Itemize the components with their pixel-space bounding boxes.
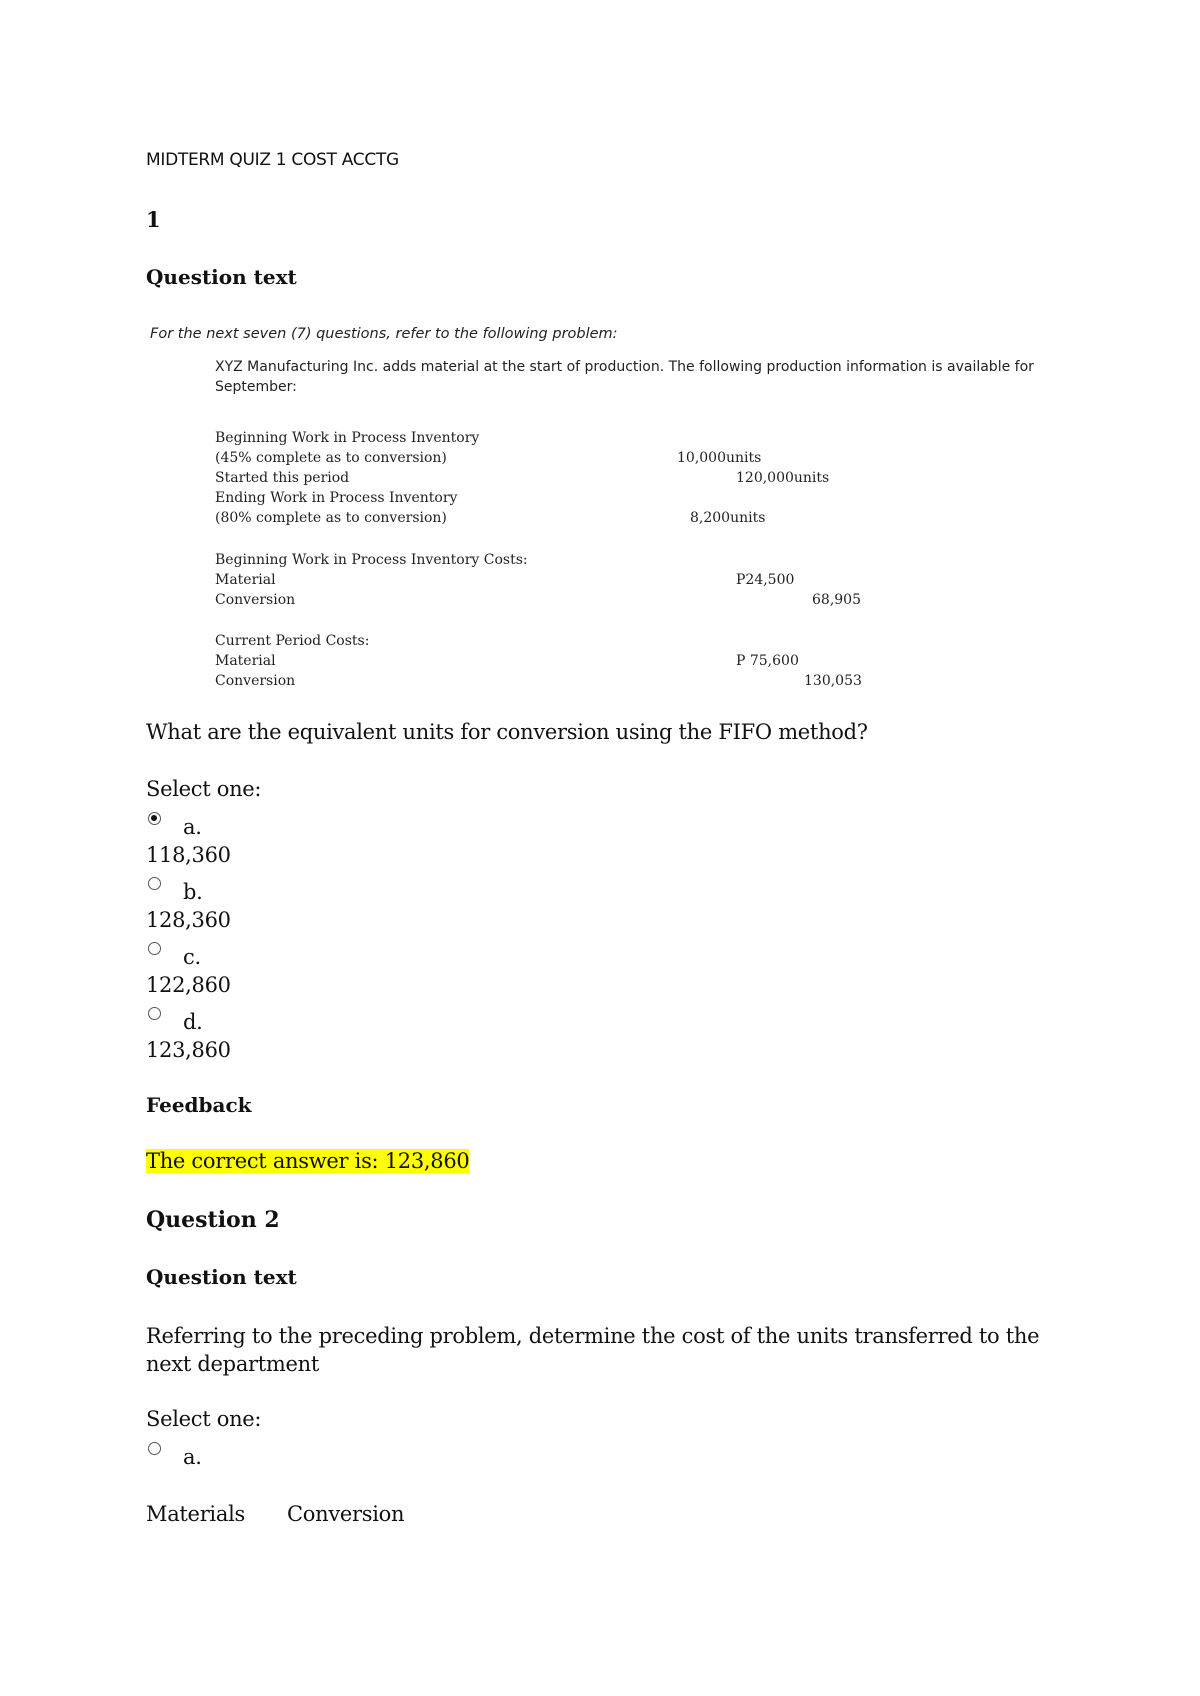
option-value: 128,360 — [146, 908, 231, 932]
problem-row-label: Beginning Work in Process Inventory — [215, 430, 480, 446]
feedback-text: The correct answer is: 123,860 — [146, 1149, 470, 1173]
question-prompt: Referring to the preceding problem, determine the cost of the units transferred to the next department — [146, 1324, 1040, 1376]
question-text-heading: Question text — [146, 265, 297, 289]
problem-description: XYZ Manufacturing Inc. adds material at the start of production. The following production information is available for September: — [215, 359, 1034, 395]
question-prompt: What are the equivalent units for conversion using the FIFO method? — [146, 720, 868, 744]
column-header-conversion: Conversion — [287, 1502, 405, 1526]
problem-row-label: Conversion — [215, 673, 296, 689]
problem-row-label: Ending Work in Process Inventory — [215, 490, 458, 506]
problem-intro: For the next seven (7) questions, refer to the following problem: — [150, 326, 618, 342]
select-one-label: Select one: — [146, 1407, 262, 1431]
problem-row-label: Material — [215, 653, 276, 669]
problem-row-value: P 75,600 — [736, 653, 799, 669]
question-2-heading: Question 2 — [146, 1207, 280, 1233]
option-letter: b. — [183, 880, 203, 904]
option-letter: d. — [183, 1010, 203, 1034]
question-text-heading: Question text — [146, 1265, 297, 1289]
feedback-heading: Feedback — [146, 1093, 252, 1117]
radio-option-a[interactable] — [148, 1442, 161, 1455]
radio-option-a[interactable] — [148, 812, 161, 825]
problem-row-value: 10,000units — [677, 450, 762, 466]
option-letter: a. — [183, 1445, 202, 1469]
problem-row-label: (45% complete as to conversion) — [215, 450, 447, 466]
problem-row-value: P24,500 — [736, 572, 795, 588]
problem-row-value: 130,053 — [804, 673, 862, 689]
document-title: MIDTERM QUIZ 1 COST ACCTG — [146, 150, 399, 170]
radio-option-d[interactable] — [148, 1007, 161, 1020]
problem-row-value: 8,200units — [690, 510, 766, 526]
problem-row-label: Conversion — [215, 592, 296, 608]
option-letter: a. — [183, 815, 202, 839]
problem-row-value: 120,000units — [736, 470, 830, 486]
radio-option-b[interactable] — [148, 877, 161, 890]
radio-option-c[interactable] — [148, 942, 161, 955]
option-letter: c. — [183, 945, 201, 969]
problem-row-label: (80% complete as to conversion) — [215, 510, 447, 526]
option-value: 118,360 — [146, 843, 231, 867]
select-one-label: Select one: — [146, 777, 262, 801]
problem-row-label: Current Period Costs: — [215, 633, 370, 649]
problem-row-value: 68,905 — [812, 592, 861, 608]
problem-row-label: Beginning Work in Process Inventory Costs: — [215, 552, 528, 568]
option-value: 122,860 — [146, 973, 231, 997]
column-header-materials: Materials — [146, 1502, 245, 1526]
problem-row-label: Started this period — [215, 470, 350, 486]
question-number: 1 — [146, 207, 161, 232]
option-value: 123,860 — [146, 1038, 231, 1062]
problem-row-label: Material — [215, 572, 276, 588]
